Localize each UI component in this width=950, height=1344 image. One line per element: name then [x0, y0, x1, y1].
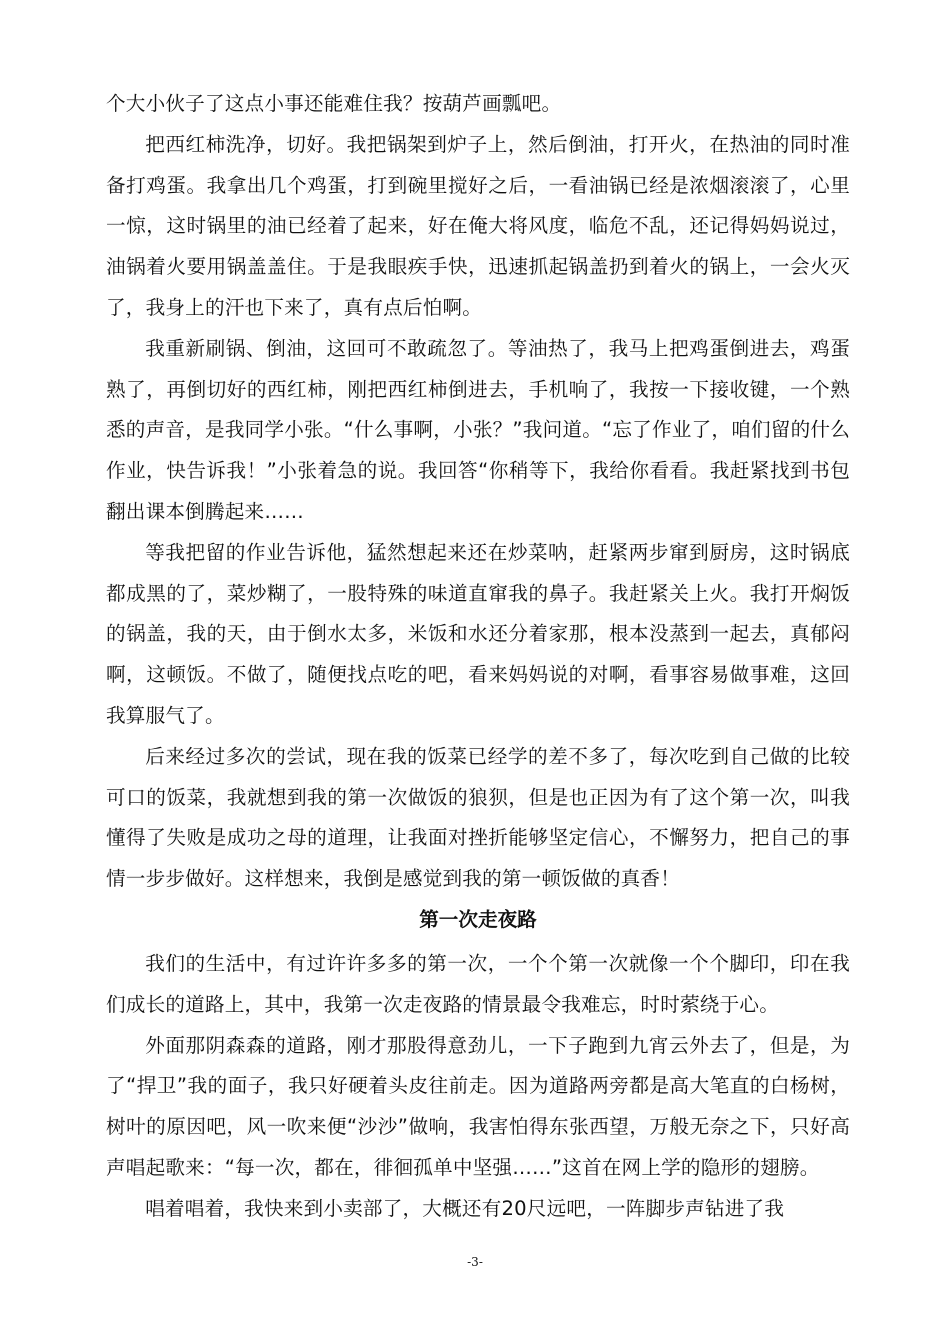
paragraph-dark-road: 外面那阴森森的道路，刚才那股得意劲儿，一下子跑到九宵云外去了，但是，为了“捍卫”我的面子，我只好硬着头皮往前走。因为道路两旁都是高大笔直的白杨树，树叶的原因吧，风一吹来便“沙沙”做响，我害怕得东张西望，万般无奈之下，只好高声唱起歌来：“每一次，都在，徘徊孤单中坚强……”这首在网上学的隐形的翅膀。: [106, 1033, 850, 1179]
page-number: -3-: [467, 1255, 483, 1269]
paragraph-cooking-fire: 把西红柿洗净，切好。我把锅架到炉子上，然后倒油，打开火，在热油的同时准备打鸡蛋。我拿出几个鸡蛋，打到碗里搅好之后，一看油锅已经是浓烟滚滚了，心里一惊，这时锅里的油已经着了起来，好在俺大将风度，临危不乱，还记得妈妈说过，油锅着火要用锅盖盖住。于是我眼疾手快，迅速抓起锅盖扔到着火的锅上，一会火灭了，我身上的汗也下来了，真有点后怕啊。: [106, 132, 850, 319]
paragraph-intro-night-walk: 我们的生活中，有过许许多多的第一次，一个个第一次就像一个个脚印，印在我们成长的道路上，其中，我第一次走夜路的情景最令我难忘，时时萦绕于心。: [106, 951, 850, 1016]
paragraph-continuation: 个大小伙子了这点小事还能难住我？按葫芦画瓢吧。: [106, 92, 562, 115]
paragraph-footsteps: 唱着唱着，我快来到小卖部了，大概还有20尺远吧，一阵脚步声钻进了我: [145, 1196, 785, 1220]
paragraph-reflection: 后来经过多次的尝试，现在我的饭菜已经学的差不多了，每次吃到自己做的比较可口的饭菜，我就想到我的第一次做饭的狼狈，但是也正因为有了这个第一次，叫我懂得了失败是成功之母的道理，让我面对挫折能够坚定信心，不懈努力，把自己的事情一步步做好。这样想来，我倒是感觉到我的第一顿饭做的真香！: [106, 744, 850, 891]
paragraph-phone-call: 我重新刷锅、倒油，这回可不敢疏忽了。等油热了，我马上把鸡蛋倒进去，鸡蛋熟了，再倒切好的西红柿，刚把西红柿倒进去，手机响了，我按一下接收键，一个熟悉的声音，是我同学小张。“什么事啊，小张？”我问道。“忘了作业了，咱们留的什么作业，快告诉我！”小张着急的说。我回答“你稍等下，我给你看看。我赶紧找到书包翻出课本倒腾起来……: [106, 336, 850, 523]
section-title: 第一次走夜路: [419, 907, 537, 931]
page-content: [106, 84, 850, 1230]
paragraph-burnt-dish: 等我把留的作业告诉他，猛然想起来还在炒菜呐，赶紧两步窜到厨房，这时锅底都成黑的了，菜炒糊了，一股特殊的味道直窜我的鼻子。我赶紧关上火。我打开焖饭的锅盖，我的天，由于倒水太多，米饭和水还分着家那，根本没蒸到一起去，真郁闷啊，这顿饭。不做了，随便找点吃的吧，看来妈妈说的对啊，看事容易做事难，这回我算服气了。: [106, 540, 850, 727]
